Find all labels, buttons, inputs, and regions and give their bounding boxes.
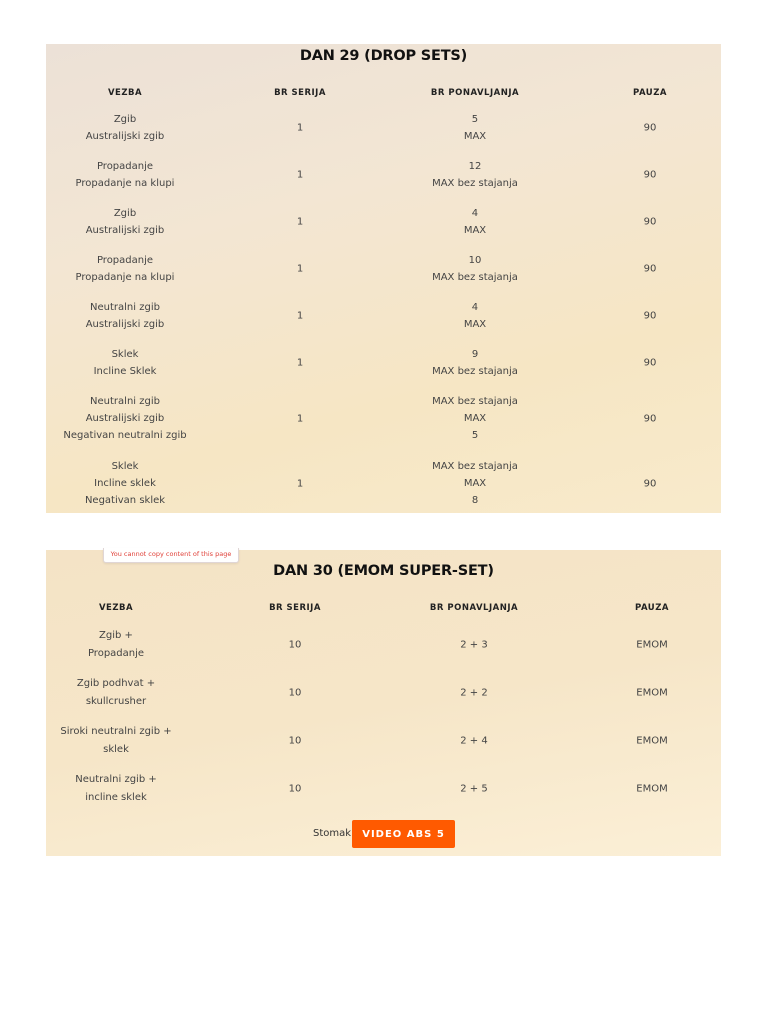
table-row-exercise: Zgib Australijski zgib xyxy=(85,208,165,236)
table-row-sets: 1 xyxy=(296,263,304,275)
table-row-rest: 90 xyxy=(643,263,657,275)
table-row-exercise: Neutralni zgib Australijski zgib Negativan neutralni zgib xyxy=(63,396,187,441)
table-row-reps: MAX bez stajanja MAX 8 xyxy=(432,461,518,506)
day-29-table xyxy=(46,44,721,513)
table-row-sets: 1 xyxy=(296,413,304,425)
header-vezba: VEZBA xyxy=(98,603,134,613)
day-30-table xyxy=(46,550,721,856)
table-row-rest: 90 xyxy=(643,310,657,322)
table-row-sets: 10 xyxy=(288,687,302,699)
table-row-reps: 12 MAX bez stajanja xyxy=(432,161,518,189)
table-row-reps: 10 MAX bez stajanja xyxy=(432,255,518,283)
table-row-exercise: Zgib Australijski zgib xyxy=(85,114,165,142)
table-row-sets: 10 xyxy=(288,783,302,795)
table-row-reps: 4 MAX xyxy=(463,208,487,236)
stomak-label: Stomak xyxy=(313,828,352,839)
header-pauza: PAUZA xyxy=(633,88,667,98)
table-row-rest: EMOM xyxy=(636,687,668,699)
header-br-ponavljanja: BR PONAVLJANJA xyxy=(429,603,519,613)
table-row-rest: EMOM xyxy=(636,783,668,795)
copy-protection-notice: You cannot copy content of this page xyxy=(103,548,239,563)
day-30-title: DAN 30 (EMOM SUPER-SET) xyxy=(273,563,494,579)
table-row-rest: EMOM xyxy=(636,639,668,651)
table-row-rest: 90 xyxy=(643,216,657,228)
table-row-exercise: Zgib podhvat + skullcrusher xyxy=(76,678,156,707)
table-row-reps: MAX bez stajanja MAX 5 xyxy=(432,396,518,441)
header-br-serija: BR SERIJA xyxy=(269,603,321,613)
table-row-rest: 90 xyxy=(643,357,657,369)
table-row-rest: 90 xyxy=(643,122,657,134)
video-abs-5-button[interactable]: VIDEO ABS 5 xyxy=(352,820,455,848)
table-row-exercise: Siroki neutralni zgib + sklek xyxy=(60,726,172,755)
table-row-reps: 2 + 3 xyxy=(460,639,488,651)
table-row-exercise: Neutralni zgib + incline sklek xyxy=(75,774,157,803)
table-row-exercise: Neutralni zgib Australijski zgib xyxy=(85,302,165,330)
table-row-reps: 2 + 2 xyxy=(460,687,488,699)
table-row-sets: 1 xyxy=(296,169,304,181)
table-row-rest: 90 xyxy=(643,169,657,181)
header-vezba: VEZBA xyxy=(107,88,143,98)
table-row-sets: 1 xyxy=(296,216,304,228)
table-row-sets: 1 xyxy=(296,357,304,369)
table-row-rest: 90 xyxy=(643,478,657,490)
table-row-reps: 2 + 5 xyxy=(460,783,488,795)
table-row-exercise: Zgib + Propadanje xyxy=(87,630,145,659)
header-pauza: PAUZA xyxy=(635,603,669,613)
table-row-exercise: Sklek Incline Sklek xyxy=(93,349,157,377)
table-row-sets: 1 xyxy=(296,122,304,134)
table-row-sets: 1 xyxy=(296,310,304,322)
table-row-sets: 10 xyxy=(288,639,302,651)
table-row-reps: 9 MAX bez stajanja xyxy=(432,349,518,377)
table-row-rest: 90 xyxy=(643,413,657,425)
day-29-title: DAN 29 (DROP SETS) xyxy=(299,48,468,64)
table-row-sets: 10 xyxy=(288,735,302,747)
table-row-exercise: Propadanje Propadanje na klupi xyxy=(75,161,175,189)
table-row-exercise: Sklek Incline sklek Negativan sklek xyxy=(84,461,166,506)
table-row-reps: 5 MAX xyxy=(463,114,487,142)
header-br-serija: BR SERIJA xyxy=(274,88,326,98)
table-row-reps: 4 MAX xyxy=(463,302,487,330)
table-row-rest: EMOM xyxy=(636,735,668,747)
header-br-ponavljanja: BR PONAVLJANJA xyxy=(430,88,520,98)
table-row-reps: 2 + 4 xyxy=(460,735,488,747)
table-row-exercise: Propadanje Propadanje na klupi xyxy=(75,255,175,283)
table-row-sets: 1 xyxy=(296,478,304,490)
